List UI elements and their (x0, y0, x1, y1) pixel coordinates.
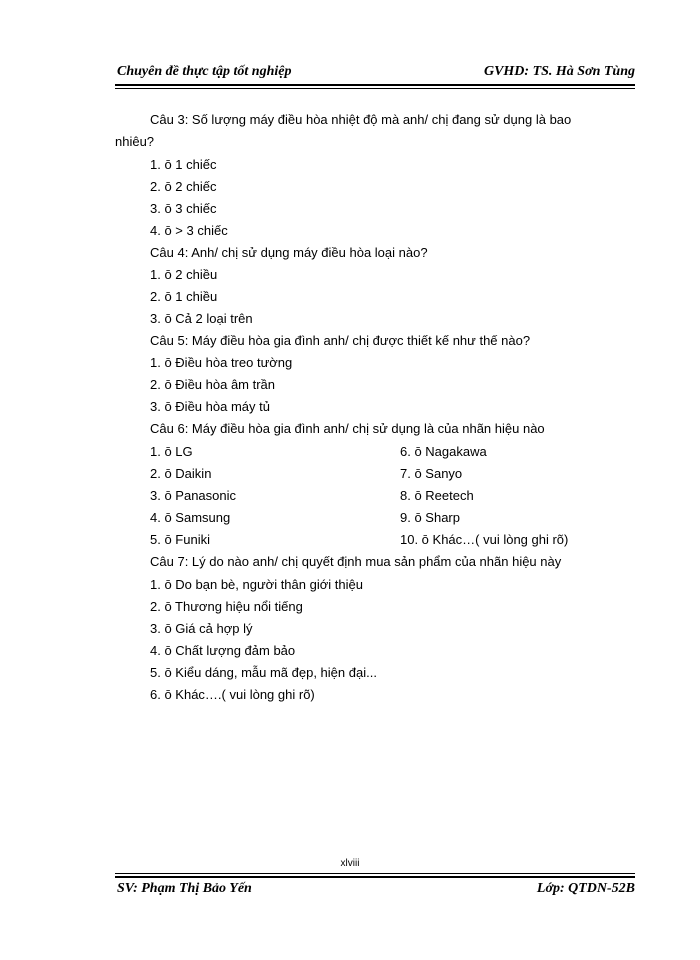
question-6-option: 6. ō Nagakawa (400, 444, 487, 459)
question-4-option: 3. ō Cả 2 loại trên (150, 311, 253, 326)
question-6-option: 3. ō Panasonic (150, 488, 237, 503)
footer-student: SV: Phạm Thị Bảo Yến (117, 881, 252, 896)
question-4-option: 1. ō 2 chiều (150, 267, 218, 282)
question-6-text: Câu 6: Máy điều hòa gia đình anh/ chị sử dụng là của nhãn hiệu nào (150, 421, 545, 436)
question-3-option: 1. ō 1 chiếc (150, 157, 217, 172)
question-6-option: 8. ō Reetech (400, 488, 474, 503)
footer-rule-thick (115, 876, 635, 878)
question-7-option: 6. ō Khác….( vui lòng ghi rõ) (150, 687, 315, 702)
question-6-option: 10. ō Khác…( vui lòng ghi rõ) (400, 532, 569, 547)
question-7-option: 3. ō Giá cả hợp lý (150, 621, 253, 636)
question-3-text-cont: nhiêu? (115, 134, 155, 149)
header-title: Chuyên đề thực tập tốt nghiệp (117, 64, 292, 79)
question-7-text: Câu 7: Lý do nào anh/ chị quyết định mua sản phẩm của nhãn hiệu này (150, 554, 562, 569)
question-6-option: 2. ō Daikin (150, 466, 212, 481)
question-3-option: 2. ō 2 chiếc (150, 179, 217, 194)
page-number: xlviii (340, 858, 360, 869)
question-5-text: Câu 5: Máy điều hòa gia đình anh/ chị được thiết kế như thế nào? (150, 333, 531, 348)
footer-rule-thin (115, 873, 635, 874)
question-7-option: 2. ō Thương hiệu nổi tiếng (150, 599, 303, 614)
question-5-option: 1. ō Điều hòa treo tường (150, 355, 293, 370)
question-6-option: 5. ō Funiki (150, 532, 210, 547)
question-6-option: 4. ō Samsung (150, 510, 231, 525)
footer-class: Lớp: QTDN-52B (536, 881, 635, 896)
question-5-option: 3. ō Điều hòa máy tủ (150, 399, 270, 414)
question-7-option: 5. ō Kiểu dáng, mẫu mã đẹp, hiện đại... (150, 665, 377, 680)
question-7-option: 1. ō Do bạn bè, người thân giới thiệu (150, 577, 363, 592)
question-4-text: Câu 4: Anh/ chị sử dụng máy điều hòa loại nào? (150, 245, 428, 260)
question-5-option: 2. ō Điều hòa âm trần (150, 377, 276, 392)
header-rule-thin (115, 88, 635, 89)
question-3-option: 4. ō > 3 chiếc (150, 223, 228, 238)
question-6-option: 1. ō LG (150, 444, 193, 459)
header-rule-thick (115, 84, 635, 86)
header-advisor: GVHD: TS. Hà Sơn Tùng (483, 64, 635, 79)
question-7-option: 4. ō Chất lượng đảm bảo (150, 643, 296, 658)
question-3-option: 3. ō 3 chiếc (150, 201, 217, 216)
question-6-option: 9. ō Sharp (400, 510, 460, 525)
question-6-option: 7. ō Sanyo (400, 466, 463, 481)
question-4-option: 2. ō 1 chiều (150, 289, 218, 304)
question-3-text: Câu 3: Số lượng máy điều hòa nhiệt độ mà anh/ chị đang sử dụng là bao (150, 112, 572, 127)
